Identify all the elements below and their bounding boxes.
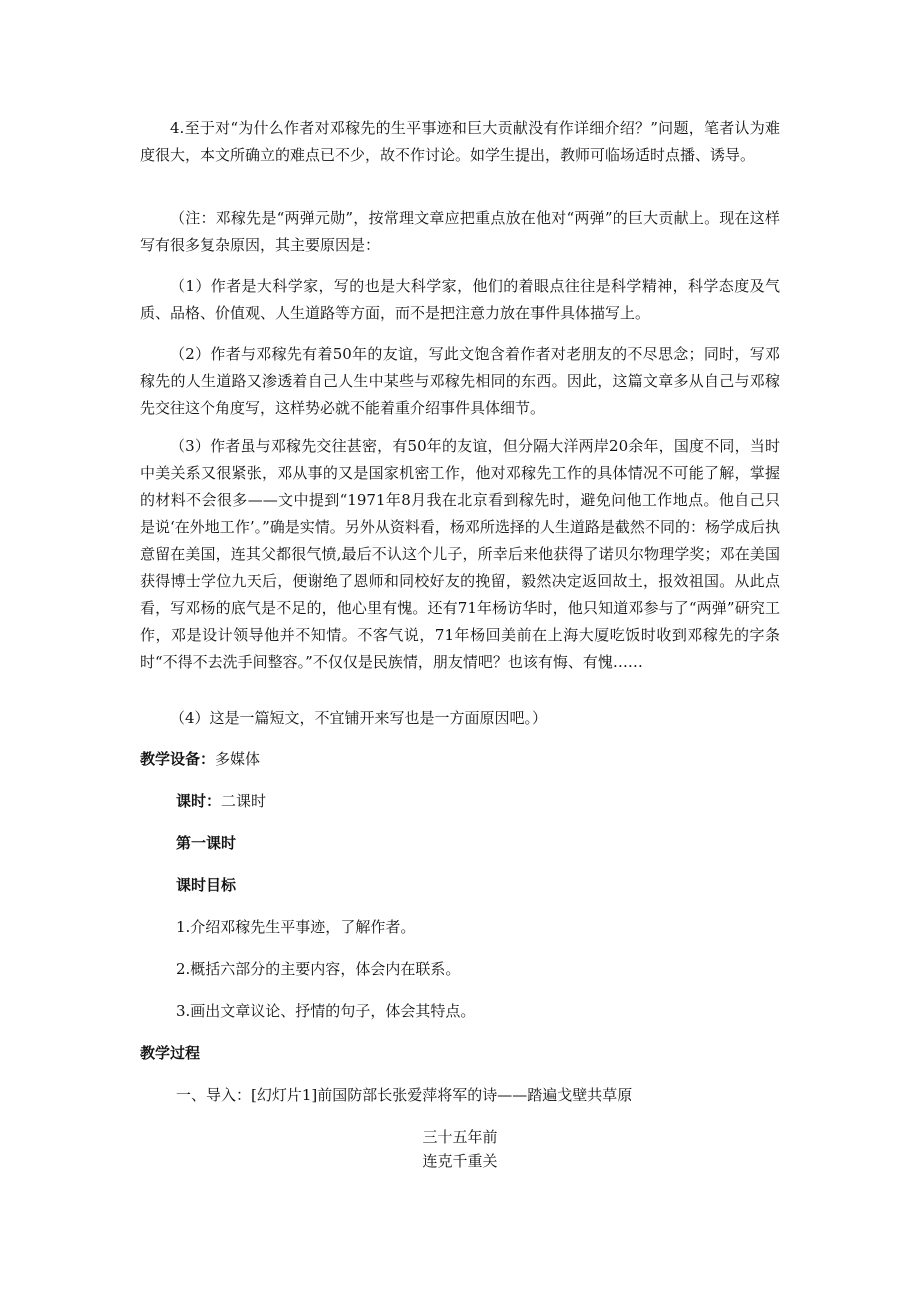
note-item-2: （2）作者与邓稼先有着50年的友谊，写此文饱含着作者对老朋友的不尽思念；同时，写邓稼先的人生道路又渗透着自己人生中某些与邓稼先相同的东西。因此，这篇文章多从自己与邓稼先交往这个角度写，这样势必就不能着重介绍事件具体细节。 <box>140 345 780 417</box>
equipment-value: 多媒体 <box>215 750 261 768</box>
note-item-3: （3）作者虽与邓稼先交往甚密，有50年的友谊，但分隔大洋两岸20余年，国度不同，当时中美关系又很紧张，邓从事的又是国家机密工作，他对邓稼先工作的具体情况不可能了解，掌握的材料不会很多——文中提到“1971年8月我在北京看到稼先时，避免问他工作地点。他自己只是说‘在外地工作’。”确是实情。另外从资料看，杨邓所选择的人生道路是截然不同的：杨学成后执意留在美国，连其父都很气愤,最后不认这个儿子，所幸后来他获得了诺贝尔物理学奖；邓在美国获得博士学位九天后，便谢绝了恩师和同校好友的挽留，毅然决定返回故土，报效祖国。从此点看，写邓杨的底气是不足的，他心里有愧。还有71年杨访华时，他只知道邓参与了“两弹”研究工作，邓是设计领导他并不知情。不客气说，71年杨回美前在上海大厦吃饭时收到邓稼先的字条时“不得不去洗手间整容。”不仅仅是民族情，朋友情吧？也该有悔、有愧…… <box>140 437 780 671</box>
intro-line: 一、导入：[幻灯片1]前国防部长张爱萍将军的诗——踏遍戈壁共草原 <box>176 1086 633 1104</box>
goal-item-3: 3.画出文章议论、抒情的句子，体会其特点。 <box>176 1002 476 1020</box>
poem-line-2: 连克千重关 <box>422 1152 498 1170</box>
process-heading: 教学过程 <box>140 1044 201 1062</box>
first-lesson-heading: 第一课时 <box>176 834 237 852</box>
lesson-goals-heading: 课时目标 <box>176 876 237 894</box>
poem-line-1: 三十五年前 <box>422 1128 498 1146</box>
hours-label: 课时： <box>176 792 222 810</box>
note-item-4: （4）这是一篇短文，不宜铺开来写也是一方面原因吧。） <box>170 709 548 727</box>
note-paragraph: （注：邓稼先是“两弹元勋”，按常理文章应把重点放在他对“两弹”的巨大贡献上。现在这样写有很多复杂原因，其主要原因是： <box>140 209 780 254</box>
paragraph-4: 4.至于对“为什么作者对邓稼先的生平事迹和巨大贡献没有作详细介绍？”问题，笔者认为难度很大，本文所确立的难点已不少，故不作讨论。如学生提出，教师可临场适时点播、诱导。 <box>140 119 780 164</box>
hours-line <box>176 790 266 812</box>
equipment-line <box>140 748 260 770</box>
hours-value: 二课时 <box>221 792 267 810</box>
goal-item-1: 1.介绍邓稼先生平事迹，了解作者。 <box>176 918 416 936</box>
equipment-label: 教学设备： <box>140 750 216 768</box>
goal-item-2: 2.概括六部分的主要内容，体会内在联系。 <box>176 960 461 978</box>
note-item-1: （1）作者是大科学家，写的也是大科学家，他们的着眼点往往是科学精神，科学态度及气质、品格、价值观、人生道路等方面，而不是把注意力放在事件具体描写上。 <box>140 277 780 322</box>
